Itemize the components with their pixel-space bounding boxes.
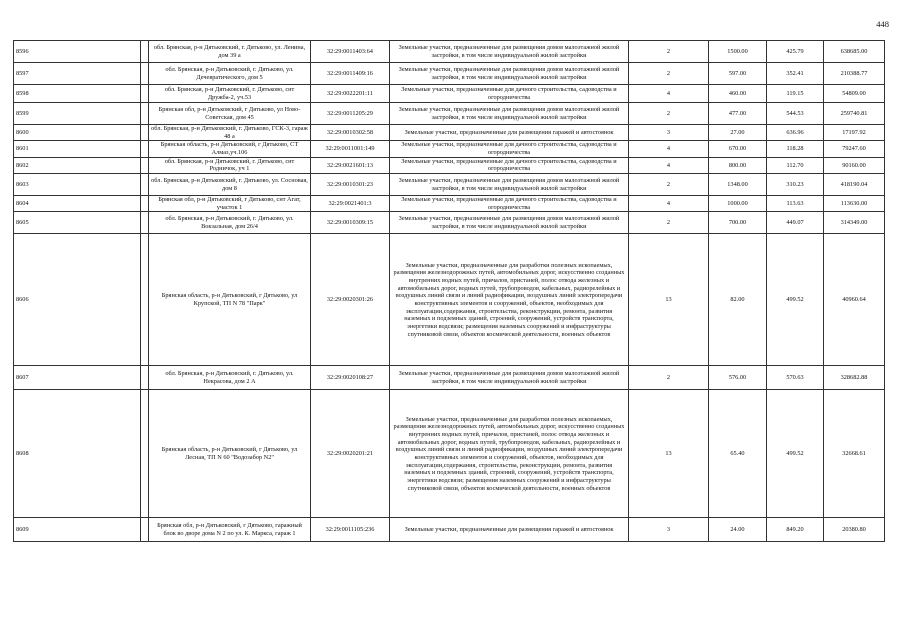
registry-body bbox=[14, 41, 885, 542]
address-cell: обл. Брянская, р-н Дятьковский, г. Дятьково, ул. Ленина, дом 39 а bbox=[149, 41, 311, 63]
use-category-cell: 2 bbox=[629, 41, 709, 63]
address-cell: Брянская область, р-н Дятьковский, г Дятьково, СТ Алмаз,уч.106 bbox=[149, 141, 311, 157]
use-category-cell: 2 bbox=[629, 174, 709, 196]
cadastral-value-cell: 40960.64 bbox=[824, 234, 885, 366]
table-row bbox=[14, 125, 885, 141]
specific-value-cell: 499.52 bbox=[767, 234, 824, 366]
use-category-cell: 13 bbox=[629, 234, 709, 366]
permitted-use-cell: Земельные участки, предназначенные для разработки полезных ископаемых, размещения железнодорожных путей, автомобильных дорог, искусственно созданных внутренних водных путей, причалов, пристаней, полос отвода железных и автомобильных дорог, водных путей, трубопроводов, кабельных, радиорелейных и воздушных линий связи и линий радиофикации, воздушных линий электропередачи конструктивных элементов и сооружений, объектов, необходимых для эксплуатации,содержания, строительства, реконструкции, ремонта, развития наземных и подземных зданий, строений, сооружений, устройств транспорта, энергетики водсвязи; размещения наземных сооружений и инфраструктуры спутниковой связи, объектов космической деятельности, военных объектов bbox=[390, 390, 629, 518]
specific-value-cell: 499.52 bbox=[767, 390, 824, 518]
table-row bbox=[14, 141, 885, 157]
spacer-cell-cell bbox=[141, 85, 149, 103]
table-row bbox=[14, 103, 885, 125]
use-category-cell: 2 bbox=[629, 212, 709, 234]
record-number-cell: 8597 bbox=[14, 63, 141, 85]
use-category-cell: 2 bbox=[629, 103, 709, 125]
table-row bbox=[14, 234, 885, 366]
use-category-cell: 4 bbox=[629, 196, 709, 212]
cadastral-number-cell: 32:29:0011105:236 bbox=[311, 518, 390, 542]
spacer-cell-cell bbox=[141, 390, 149, 518]
cadastral-value-cell: 54809.00 bbox=[824, 85, 885, 103]
cadastral-number-cell: 32:29:0020108:27 bbox=[311, 366, 390, 390]
address-cell: Брянская область, р-н Дятьковский, г Дятьково, ул Лесная, ТП N 60 "Водозабор N2" bbox=[149, 390, 311, 518]
table-row bbox=[14, 518, 885, 542]
record-number-cell: 8604 bbox=[14, 196, 141, 212]
area-cell: 1348.00 bbox=[709, 174, 767, 196]
permitted-use-cell: Земельные участки, предназначенные для размещения гаражей и автостоянок bbox=[390, 518, 629, 542]
record-number-cell: 8609 bbox=[14, 518, 141, 542]
record-number-cell: 8599 bbox=[14, 103, 141, 125]
cadastral-value-cell: 90160.00 bbox=[824, 157, 885, 173]
table-row bbox=[14, 366, 885, 390]
spacer-cell-cell bbox=[141, 103, 149, 125]
address-cell: Брянская обл, р-н Дятьковский, г Дятьково, ул Ново-Советская, дом 45 bbox=[149, 103, 311, 125]
cadastral-value-cell: 314349.00 bbox=[824, 212, 885, 234]
record-number-cell: 8606 bbox=[14, 234, 141, 366]
spacer-cell-cell bbox=[141, 174, 149, 196]
use-category-cell: 4 bbox=[629, 85, 709, 103]
specific-value-cell: 113.63 bbox=[767, 196, 824, 212]
record-number-cell: 8607 bbox=[14, 366, 141, 390]
permitted-use-cell: Земельные участки, предназначенные для размещения домов малоэтажной жилой застройки, в том числе индивидуальной жилой застройки bbox=[390, 103, 629, 125]
permitted-use-cell: Земельные участки, предназначенные для дачного строительства, садоводства и огородничества bbox=[390, 85, 629, 103]
permitted-use-cell: Земельные участки, предназначенные для размещения домов малоэтажной жилой застройки, в том числе индивидуальной жилой застройки bbox=[390, 366, 629, 390]
spacer-cell-cell bbox=[141, 212, 149, 234]
record-number-cell: 8603 bbox=[14, 174, 141, 196]
specific-value-cell: 449.07 bbox=[767, 212, 824, 234]
address-cell: обл. Брянская, р-н Дятьковский, г. Дятьково, ГСК-3, гараж 48 а bbox=[149, 125, 311, 141]
cadastral-value-cell: 32668.61 bbox=[824, 390, 885, 518]
record-number-cell: 8601 bbox=[14, 141, 141, 157]
use-category-cell: 13 bbox=[629, 390, 709, 518]
address-cell: обл. Брянская, р-н Дятьковский, г. Дятьково, снт Дружба-2, уч.53 bbox=[149, 85, 311, 103]
record-number-cell: 8602 bbox=[14, 157, 141, 173]
address-cell: обл. Брянская, р-н Дятьковский, г. Дятьково, ул. Дечевратического, дом 5 bbox=[149, 63, 311, 85]
cadastral-value-cell: 20380.80 bbox=[824, 518, 885, 542]
spacer-cell-cell bbox=[141, 125, 149, 141]
cadastral-number-cell: 32:29:0011001:149 bbox=[311, 141, 390, 157]
address-cell: обл. Брянская, р-н Дятьковский, г. Дятьково, ул. Вокзальная, дом 26/4 bbox=[149, 212, 311, 234]
permitted-use-cell: Земельные участки, предназначенные для размещения домов малоэтажной жилой застройки, в том числе индивидуальной жилой застройки bbox=[390, 41, 629, 63]
specific-value-cell: 352.41 bbox=[767, 63, 824, 85]
page-number: 448 bbox=[876, 19, 889, 29]
table-row bbox=[14, 85, 885, 103]
table-row bbox=[14, 174, 885, 196]
permitted-use-cell: Земельные участки, предназначенные для дачного строительства, садоводства и огородничества bbox=[390, 157, 629, 173]
spacer-cell-cell bbox=[141, 41, 149, 63]
specific-value-cell: 310.23 bbox=[767, 174, 824, 196]
permitted-use-cell: Земельные участки, предназначенные для размещения гаражей и автостоянок bbox=[390, 125, 629, 141]
cadastral-value-cell: 79247.60 bbox=[824, 141, 885, 157]
use-category-cell: 2 bbox=[629, 63, 709, 85]
table-row bbox=[14, 196, 885, 212]
use-category-cell: 4 bbox=[629, 157, 709, 173]
cadastral-value-cell: 259740.81 bbox=[824, 103, 885, 125]
permitted-use-cell: Земельные участки, предназначенные для размещения домов малоэтажной жилой застройки, в том числе индивидуальной жилой застройки bbox=[390, 174, 629, 196]
use-category-cell: 2 bbox=[629, 366, 709, 390]
specific-value-cell: 544.53 bbox=[767, 103, 824, 125]
spacer-cell-cell bbox=[141, 157, 149, 173]
address-cell: обл. Брянская, р-н Дятьковский, г. Дятьково, ул. Некрасова, дом 2 А bbox=[149, 366, 311, 390]
area-cell: 477.00 bbox=[709, 103, 767, 125]
land-registry-table bbox=[13, 40, 885, 542]
cadastral-number-cell: 32:29:0021601:13 bbox=[311, 157, 390, 173]
use-category-cell: 3 bbox=[629, 125, 709, 141]
address-cell: Брянская обл, р-н Дятьковский, г Дятьково, гаражный блок во дворе дома N 2 по ул. К. Маркса, гараж 1 bbox=[149, 518, 311, 542]
cadastral-number-cell: 32:29:0011205:29 bbox=[311, 103, 390, 125]
cadastral-value-cell: 113630.00 bbox=[824, 196, 885, 212]
cadastral-number-cell: 32:29:0010302:58 bbox=[311, 125, 390, 141]
cadastral-number-cell: 32:29:0011403:64 bbox=[311, 41, 390, 63]
area-cell: 460.00 bbox=[709, 85, 767, 103]
specific-value-cell: 636.96 bbox=[767, 125, 824, 141]
cadastral-value-cell: 17197.92 bbox=[824, 125, 885, 141]
record-number-cell: 8600 bbox=[14, 125, 141, 141]
area-cell: 800.00 bbox=[709, 157, 767, 173]
area-cell: 1500.00 bbox=[709, 41, 767, 63]
cadastral-number-cell: 32:29:0010301:23 bbox=[311, 174, 390, 196]
permitted-use-cell: Земельные участки, предназначенные для размещения домов малоэтажной жилой застройки, в том числе индивидуальной жилой застройки bbox=[390, 212, 629, 234]
permitted-use-cell: Земельные участки, предназначенные для дачного строительства, садоводства и огородничества bbox=[390, 196, 629, 212]
address-cell: Брянская область, р-н Дятьковский, г Дятьково, ул Крупской, ТП N 78 "Парк" bbox=[149, 234, 311, 366]
spacer-cell-cell bbox=[141, 234, 149, 366]
spacer-cell-cell bbox=[141, 366, 149, 390]
table-row bbox=[14, 390, 885, 518]
specific-value-cell: 118.28 bbox=[767, 141, 824, 157]
permitted-use-cell: Земельные участки, предназначенные для разработки полезных ископаемых, размещения железнодорожных путей, автомобильных дорог, искусственно созданных внутренних водных путей, причалов, пристаней, полос отвода железных и автомобильных дорог, водных путей, трубопроводов, кабельных, радиорелейных и воздушных линий связи и линий радиофикации, воздушных линий электропередачи конструктивных элементов и сооружений, объектов, необходимых для эксплуатации,содержания, строительства, реконструкции, ремонта, развития наземных и подземных зданий, строений, сооружений, устройств транспорта, энергетики водсвязи; размещения наземных сооружений и инфраструктуры спутниковой связи, объектов космической деятельности, военных объектов bbox=[390, 234, 629, 366]
cadastral-number-cell: 32:29:0020301:26 bbox=[311, 234, 390, 366]
spacer-cell-cell bbox=[141, 141, 149, 157]
area-cell: 700.00 bbox=[709, 212, 767, 234]
cadastral-number-cell: 32:29:0011409:16 bbox=[311, 63, 390, 85]
area-cell: 670.00 bbox=[709, 141, 767, 157]
area-cell: 82.00 bbox=[709, 234, 767, 366]
record-number-cell: 8598 bbox=[14, 85, 141, 103]
table-row bbox=[14, 41, 885, 63]
specific-value-cell: 570.63 bbox=[767, 366, 824, 390]
area-cell: 597.00 bbox=[709, 63, 767, 85]
area-cell: 27.00 bbox=[709, 125, 767, 141]
area-cell: 65.40 bbox=[709, 390, 767, 518]
table-row bbox=[14, 212, 885, 234]
spacer-cell-cell bbox=[141, 196, 149, 212]
cadastral-number-cell: 32:29:0020201:21 bbox=[311, 390, 390, 518]
cadastral-value-cell: 418190.04 bbox=[824, 174, 885, 196]
cadastral-number-cell: 32:29:0021401:3 bbox=[311, 196, 390, 212]
spacer-cell-cell bbox=[141, 63, 149, 85]
specific-value-cell: 119.15 bbox=[767, 85, 824, 103]
area-cell: 1000.00 bbox=[709, 196, 767, 212]
address-cell: обл. Брянская, р-н Дятьковский, г. Дятьково, ул. Сосновая, дом 8 bbox=[149, 174, 311, 196]
area-cell: 576.00 bbox=[709, 366, 767, 390]
cadastral-number-cell: 32:29:0022201:11 bbox=[311, 85, 390, 103]
specific-value-cell: 425.79 bbox=[767, 41, 824, 63]
permitted-use-cell: Земельные участки, предназначенные для дачного строительства, садоводства и огородничества bbox=[390, 141, 629, 157]
cadastral-number-cell: 32:29:0010309:15 bbox=[311, 212, 390, 234]
area-cell: 24.00 bbox=[709, 518, 767, 542]
table-row bbox=[14, 157, 885, 173]
permitted-use-cell: Земельные участки, предназначенные для размещения домов малоэтажной жилой застройки, в том числе индивидуальной жилой застройки bbox=[390, 63, 629, 85]
table-row bbox=[14, 63, 885, 85]
record-number-cell: 8596 bbox=[14, 41, 141, 63]
use-category-cell: 3 bbox=[629, 518, 709, 542]
record-number-cell: 8608 bbox=[14, 390, 141, 518]
spacer-cell-cell bbox=[141, 518, 149, 542]
specific-value-cell: 849.20 bbox=[767, 518, 824, 542]
address-cell: Брянская обл, р-н Дятьковский, г Дятьково, снт Агат, участок 1 bbox=[149, 196, 311, 212]
cadastral-value-cell: 638685.00 bbox=[824, 41, 885, 63]
record-number-cell: 8605 bbox=[14, 212, 141, 234]
address-cell: обл. Брянская, р-н Дятьковский, г. Дятьково, снт Родничок, уч 1 bbox=[149, 157, 311, 173]
specific-value-cell: 112.70 bbox=[767, 157, 824, 173]
cadastral-value-cell: 210388.77 bbox=[824, 63, 885, 85]
use-category-cell: 4 bbox=[629, 141, 709, 157]
cadastral-value-cell: 328682.88 bbox=[824, 366, 885, 390]
